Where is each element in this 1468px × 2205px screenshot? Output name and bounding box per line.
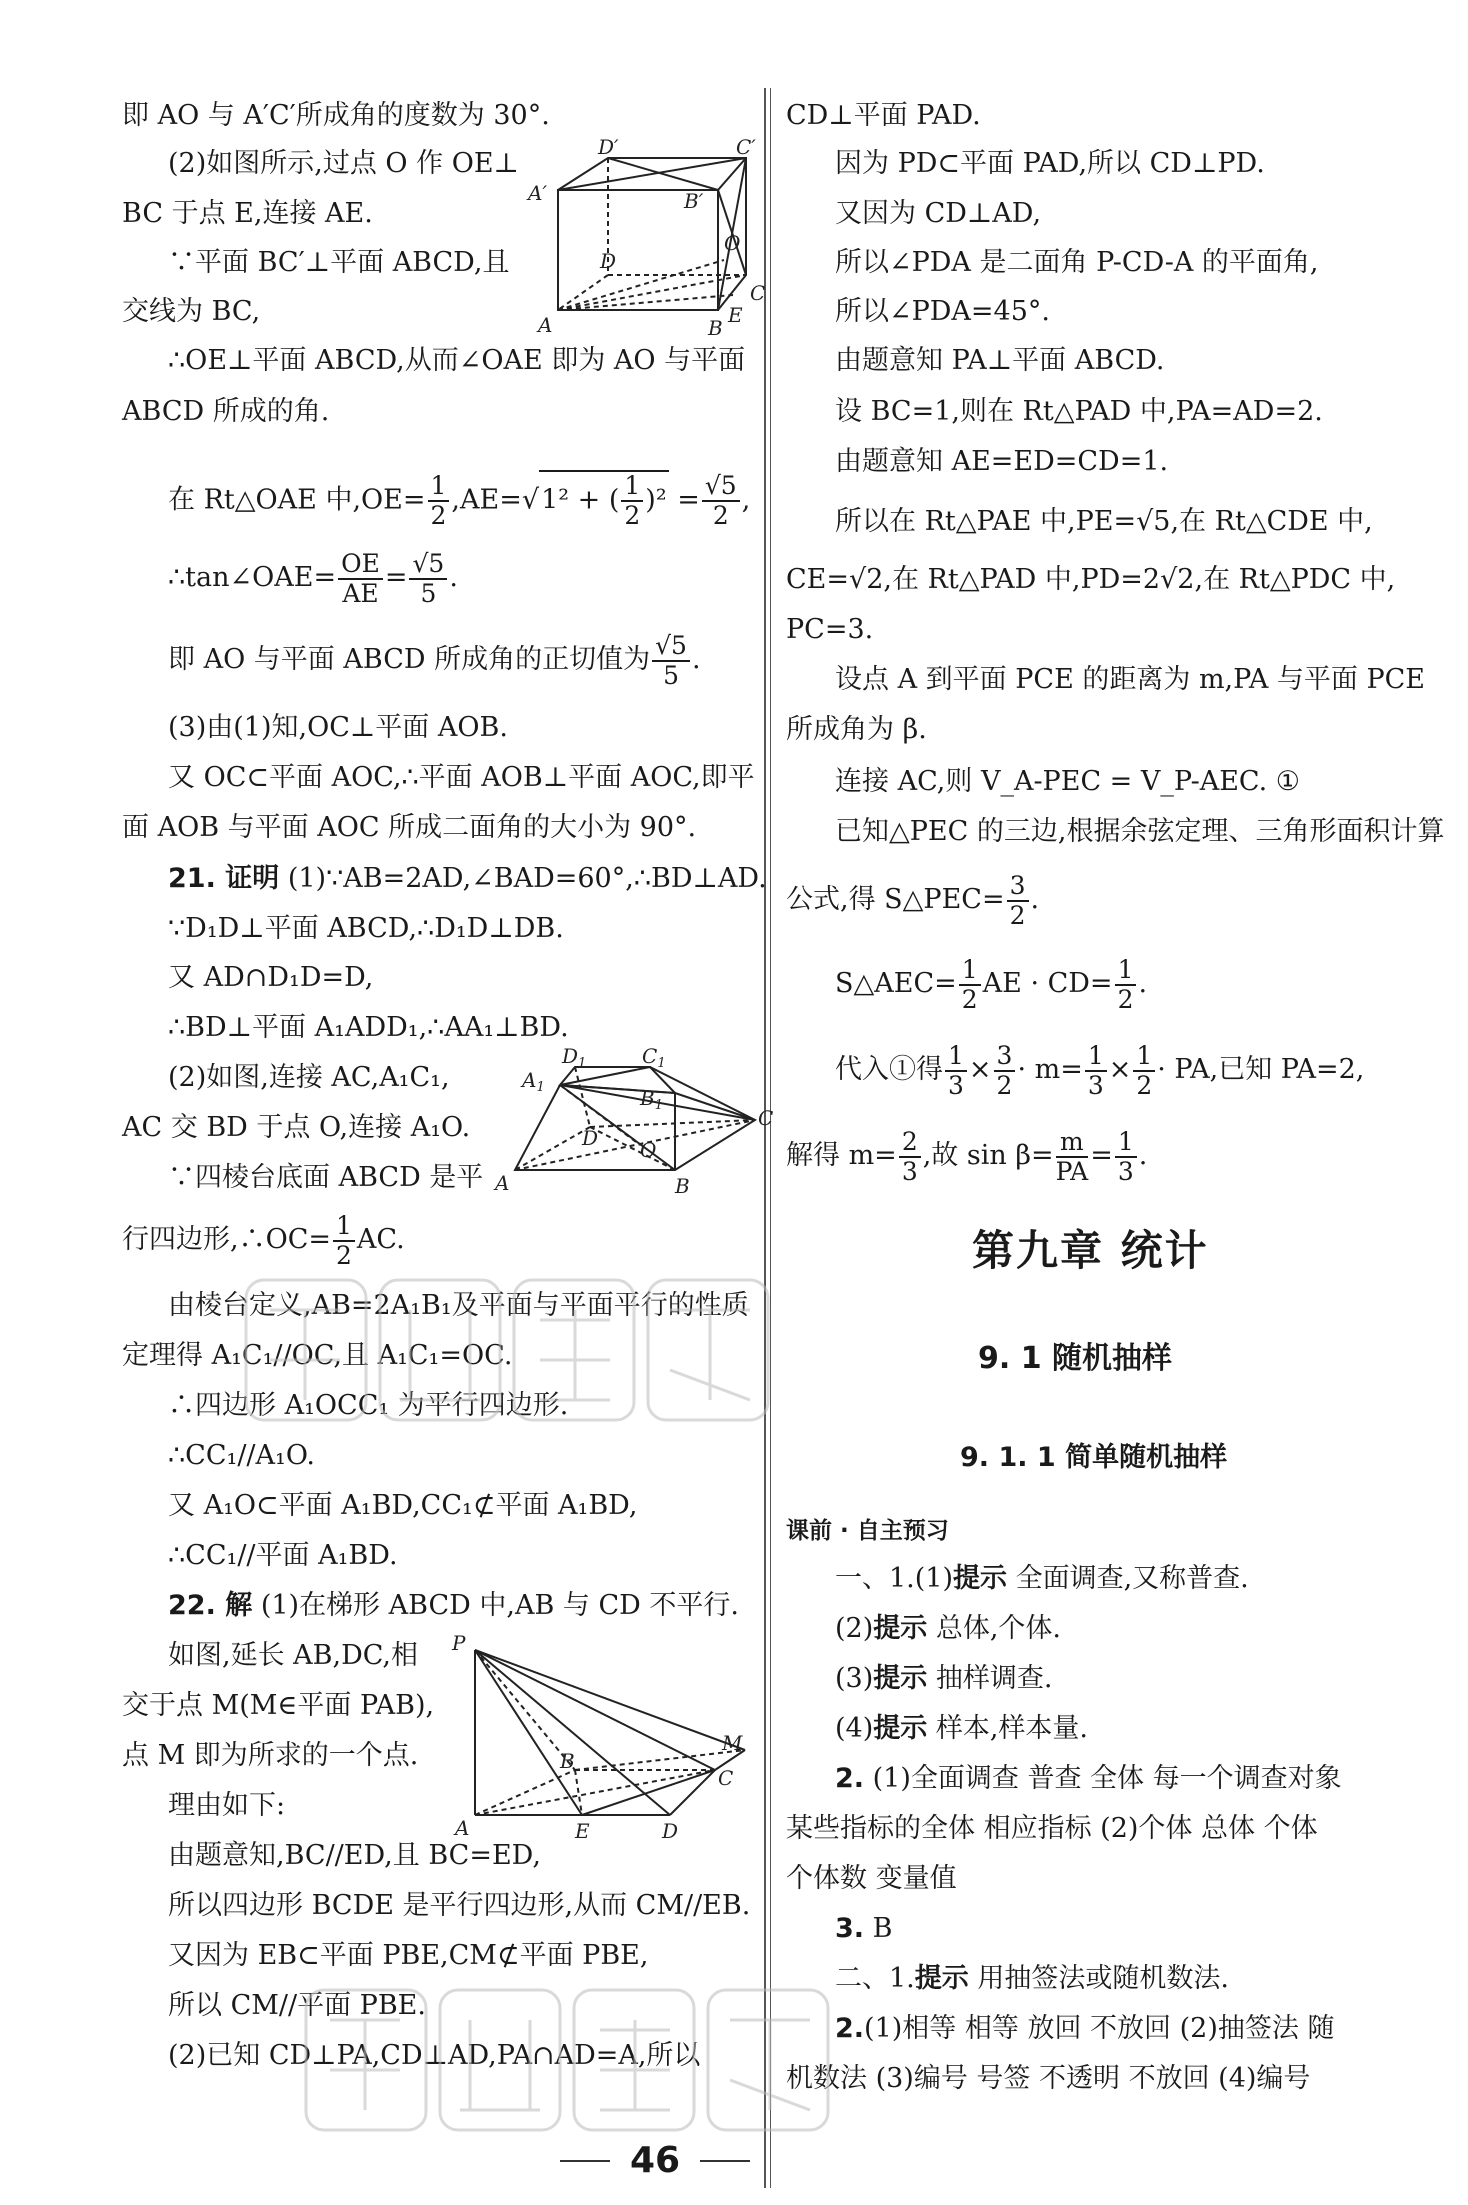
line: 又 A₁O⊂平面 A₁BD,CC₁⊄平面 A₁BD, (168, 1490, 638, 1521)
line: 二、1.提示 用抽签法或随机数法. (835, 1963, 1229, 1994)
formula-line: S△AEC= $\frac{1}{2}$ AE · CD= $\frac{1}{2}$ . (835, 954, 1148, 1014)
fraction: $\frac{1}{2}$ (621, 472, 643, 530)
svg-text:A′: A′ (528, 181, 547, 205)
line: (2)如图所示,过点 O 作 OE⊥ (168, 148, 519, 179)
line: 交线为 BC, (122, 296, 261, 327)
line: 22. 解 (1)在梯形 ABCD 中,AB 与 CD 不平行. (168, 1590, 739, 1621)
line: 即 AO 与 A′C′所成角的度数为 30°. (122, 100, 550, 131)
line: 又因为 EB⊂平面 PBE,CM⊄平面 PBE, (168, 1940, 649, 1971)
line: 所以∠PDA=45°. (835, 296, 1050, 327)
subsection-heading: 9. 1. 1 简单随机抽样 (960, 1442, 1228, 1473)
line: 连接 AC,则 V_A-PEC = V_P-AEC. ① (835, 766, 1300, 797)
svg-text:C: C (750, 281, 766, 305)
line: 由题意知 PA⊥平面 ABCD. (835, 345, 1165, 376)
radical-sign: √ (521, 484, 540, 516)
line: 所成角为 β. (786, 714, 927, 745)
line: ∴OE⊥平面 ABCD,从而∠OAE 即为 AO 与平面 (168, 345, 746, 376)
formula-line: 行四边形,∴OC= $\frac{1}{2}$ AC. (122, 1210, 405, 1270)
column-divider-inner (770, 88, 771, 2188)
line: ∵四棱台底面 ABCD 是平 (168, 1162, 484, 1193)
formula-line: 公式,得 S△PEC= $\frac{3}{2}$ . (786, 870, 1040, 930)
svg-text:C1: $C_1$ (642, 1044, 666, 1071)
line: 所以四边形 BCDE 是平行四边形,从而 CM//EB. (168, 1890, 751, 1921)
line: 由题意知 AE=ED=CD=1. (835, 446, 1169, 477)
section-heading: 9. 1 随机抽样 (978, 1341, 1173, 1376)
fraction: $\frac{1}{3}$ (945, 1042, 967, 1100)
svg-text:A: A (538, 313, 553, 337)
svg-text:D: D (582, 1126, 599, 1150)
line: (2)如图,连接 AC,A₁C₁, (168, 1062, 450, 1093)
fraction: $\frac{1}{3}$ (1085, 1042, 1107, 1100)
svg-text:B: B (675, 1174, 690, 1198)
line: 一、1.(1)提示 全面调查,又称普查. (835, 1563, 1249, 1594)
page-number-rule-right (700, 2160, 750, 2162)
line: 交于点 M(M∈平面 PAB), (122, 1690, 435, 1721)
fraction: $\frac{√5}{5}$ (409, 550, 447, 608)
line: 因为 PD⊂平面 PAD,所以 CD⊥PD. (835, 148, 1265, 179)
line: 2. (1)全面调查 普查 全体 每一个调查对象 (835, 1763, 1342, 1794)
pyramid-figure (440, 1630, 760, 1843)
line: 面 AOB 与平面 AOC 所成二面角的大小为 90°. (122, 812, 697, 843)
svg-text:D: D (600, 249, 617, 273)
fraction: $\frac{√5}{2}$ (702, 472, 740, 530)
line: 由棱台定义,AB=2A₁B₁及平面与平面平行的性质 (168, 1290, 749, 1321)
svg-text:C′: C′ (736, 135, 756, 159)
frustum-figure (490, 1044, 774, 1215)
svg-text:B: B (708, 316, 723, 340)
page-number: 46 (630, 2140, 681, 2181)
formula-line: ∴tan∠OAE= $\frac{OE}{AE}$ = $\frac{√5}{5}$ . (168, 548, 458, 608)
page-number-rule-left (560, 2160, 610, 2162)
line: CD⊥平面 PAD. (786, 100, 981, 131)
line: AC 交 BD 于点 O,连接 A₁O. (122, 1112, 471, 1143)
svg-text:D1: $D_1$ (562, 1044, 587, 1071)
line: 所以∠PDA 是二面角 P-CD-A 的平面角, (835, 247, 1319, 278)
line: BC 于点 E,连接 AE. (122, 198, 373, 229)
svg-text:D′: D′ (598, 135, 619, 159)
line: 21. 证明 (1)∵AB=2AD,∠BAD=60°,∴BD⊥AD. (168, 863, 767, 894)
svg-text:E: E (728, 303, 743, 327)
line: (4)提示 样本,样本量. (835, 1713, 1088, 1744)
line: (3)提示 抽样调查. (835, 1663, 1053, 1694)
svg-text:A: A (495, 1171, 510, 1195)
fraction: $\frac{m}{PA}$ (1055, 1126, 1089, 1186)
formula-line: 解得 m= $\frac{2}{3}$ ,故 sin β= $\frac{m}{PA}$ = $\frac{1}{3}$ . (786, 1126, 1148, 1186)
formula-line: 在 Rt△OAE 中,OE= $\frac{1}{2}$ ,AE=√1² + ( $\frac{1}{2}$ )² = $\frac{√5}{2}$ , (168, 471, 751, 530)
line: 某些指标的全体 相应指标 (2)个体 总体 个体 (786, 1813, 1318, 1844)
line: 如图,延长 AB,DC,相 (168, 1640, 419, 1671)
line: ∴四边形 A₁OCC₁ 为平行四边形. (168, 1390, 569, 1421)
fraction: $\frac{1}{2}$ (428, 472, 450, 530)
cube-figure (528, 135, 768, 340)
formula-line: 代入①得 $\frac{1}{3}$ × $\frac{3}{2}$ · m= $\frac{1}{3}$ × $\frac{1}{2}$ · PA,已知 PA=2, (835, 1040, 1365, 1100)
chapter-title: 第九章 统计 (972, 1226, 1209, 1275)
svg-text:B: B (560, 1749, 575, 1773)
line: 设点 A 到平面 PCE 的距离为 m,PA 与平面 PCE (835, 664, 1426, 695)
line: 2.(1)相等 相等 放回 不放回 (2)抽签法 随 (835, 2013, 1335, 2044)
fraction: $\frac{1}{2}$ (1115, 956, 1137, 1014)
line: CE=√2,在 Rt△PAD 中,PD=2√2,在 Rt△PDC 中, (786, 564, 1396, 595)
fraction: $\frac{2}{3}$ (899, 1128, 921, 1186)
line: 定理得 A₁C₁//OC,且 A₁C₁=OC. (122, 1340, 513, 1371)
svg-text:M: M (722, 1731, 743, 1755)
svg-text:O: O (724, 231, 741, 255)
line: ∴BD⊥平面 A₁ADD₁,∴AA₁⊥BD. (168, 1012, 569, 1043)
line: (2)提示 总体,个体. (835, 1613, 1061, 1644)
svg-text:B′: B′ (684, 189, 704, 213)
svg-text:A: A (455, 1816, 470, 1840)
fraction: $\frac{1}{2}$ (333, 1212, 355, 1270)
formula-line: 即 AO 与平面 ABCD 所成角的正切值为 $\frac{√5}{5}$ . (168, 630, 701, 690)
line: 所以 CM//平面 PBE. (168, 1990, 426, 2021)
line: (3)由(1)知,OC⊥平面 AOB. (168, 712, 508, 743)
svg-text:O: O (640, 1138, 657, 1162)
prep-header: 课前 · 自主预习 (786, 1518, 949, 1544)
svg-text:E: E (575, 1819, 590, 1843)
line: ∴CC₁//平面 A₁BD. (168, 1540, 398, 1571)
line: 又 OC⊂平面 AOC,∴平面 AOB⊥平面 AOC,即平 (168, 762, 755, 793)
line: ∴CC₁//A₁O. (168, 1440, 315, 1471)
line: (2)已知 CD⊥PA,CD⊥AD,PA∩AD=A,所以 (168, 2040, 701, 2071)
fraction: $\frac{√5}{5}$ (652, 632, 690, 690)
line: 机数法 (3)编号 号签 不透明 不放回 (4)编号 (786, 2063, 1311, 2094)
line: PC=3. (786, 614, 874, 645)
line: 3. B (835, 1913, 893, 1944)
radicand: 1² + ( $\frac{1}{2}$ )² (541, 471, 667, 530)
fraction: $\frac{3}{2}$ (1007, 872, 1029, 930)
fraction: $\frac{3}{2}$ (994, 1042, 1016, 1100)
line: 由题意知,BC//ED,且 BC=ED, (168, 1840, 541, 1871)
svg-text:D: D (662, 1819, 679, 1843)
fraction: $\frac{1}{3}$ (1115, 1128, 1137, 1186)
fraction: $\frac{1}{2}$ (959, 956, 981, 1014)
line: 又因为 CD⊥AD, (835, 198, 1042, 229)
svg-text:C: C (718, 1766, 734, 1790)
line: 所以在 Rt△PAE 中,PE=√5,在 Rt△CDE 中, (835, 506, 1373, 537)
line: 设 BC=1,则在 Rt△PAD 中,PA=AD=2. (835, 396, 1323, 427)
line: ∵平面 BC′⊥平面 ABCD,且 (168, 247, 510, 278)
line: 理由如下: (168, 1790, 286, 1821)
line: ABCD 所成的角. (122, 396, 330, 427)
line: ∵D₁D⊥平面 ABCD,∴D₁D⊥DB. (168, 913, 564, 944)
line: 已知△PEC 的三边,根据余弦定理、三角形面积计算 (835, 816, 1445, 847)
line: 个体数 变量值 (786, 1863, 957, 1894)
line: 点 M 即为所求的一个点. (122, 1740, 419, 1771)
svg-text:B1: $B_1$ (640, 1086, 663, 1113)
svg-text:P: P (452, 1631, 466, 1655)
line: 又 AD∩D₁D=D, (168, 962, 374, 993)
svg-text:A1: $A_1$ (522, 1068, 545, 1095)
fraction: $\frac{1}{2}$ (1133, 1042, 1155, 1100)
fraction: $\frac{OE}{AE}$ (338, 550, 383, 608)
svg-text:C: C (758, 1106, 774, 1130)
